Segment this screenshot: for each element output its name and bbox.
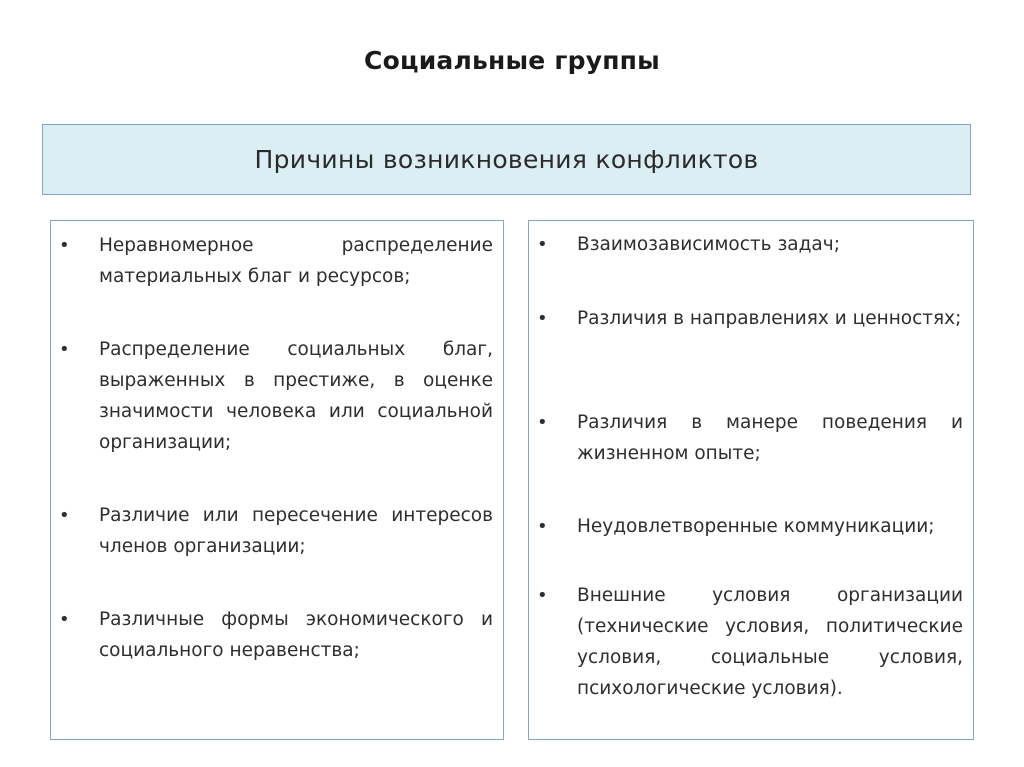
list-item-text: Внешние условия организации (технические условия, политические условия, социальные условия, психологические условия). xyxy=(577,585,963,699)
bullet-icon: • xyxy=(537,308,548,329)
right-causes-panel xyxy=(528,220,974,740)
list-item-text: Неравномерное распределение материальных благ и ресурсов; xyxy=(99,235,493,287)
list-item xyxy=(59,604,495,666)
list-item xyxy=(537,407,965,469)
bullet-icon: • xyxy=(537,234,548,255)
list-item xyxy=(59,334,495,458)
list-item-text: Взаимозависимость задач; xyxy=(577,234,840,255)
list-item-text: Различия в манере поведения и жизненном опыте; xyxy=(577,412,963,464)
left-causes-panel xyxy=(50,220,504,740)
banner-text: Причины возникновения конфликтов xyxy=(254,145,759,174)
bullet-icon: • xyxy=(59,505,70,526)
list-item xyxy=(59,230,495,292)
list-item xyxy=(537,303,965,365)
list-item xyxy=(537,511,965,573)
list-item-text: Различия в направлениях и ценностях; xyxy=(577,308,962,329)
bullet-icon: • xyxy=(59,339,70,360)
bullet-icon: • xyxy=(537,412,548,433)
list-item-text: Распределение социальных благ, выраженных в престиже, в оценке значимости человека или социальной организации; xyxy=(99,339,493,453)
list-item-text: Различные формы экономического и социального неравенства; xyxy=(99,609,493,661)
causes-banner xyxy=(42,124,971,195)
list-item-text: Различие или пересечение интересов членов организации; xyxy=(99,505,493,557)
list-item xyxy=(59,500,495,562)
slide-title: Социальные группы xyxy=(364,46,660,75)
list-item xyxy=(537,229,965,260)
bullet-icon: • xyxy=(537,585,548,606)
bullet-icon: • xyxy=(59,235,70,256)
list-item xyxy=(537,580,965,735)
list-item-text: Неудовлетворенные коммуникации; xyxy=(577,516,935,537)
bullet-icon: • xyxy=(59,609,70,630)
bullet-icon: • xyxy=(537,516,548,537)
